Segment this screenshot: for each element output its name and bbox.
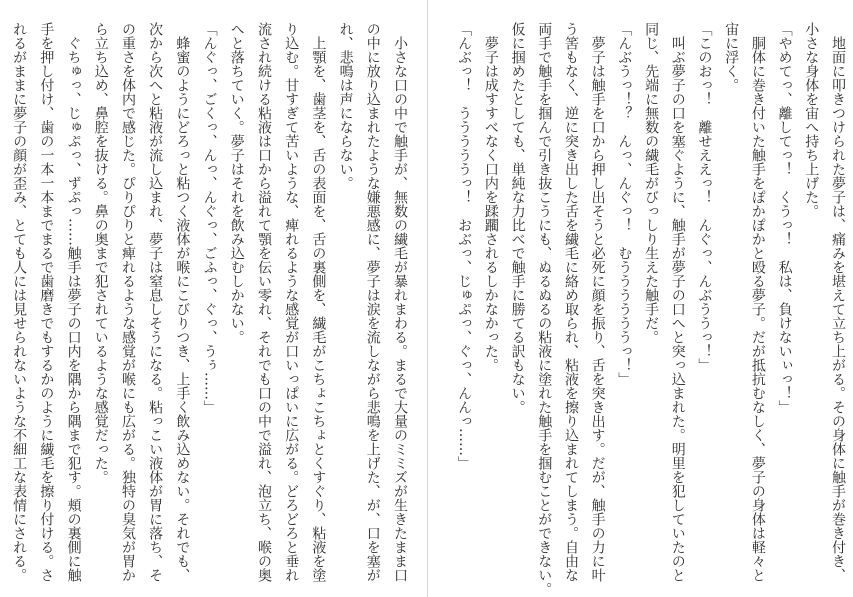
text-column: 胴体に巻き付いた触手をぽかぽかと殴る夢子。だが抵抗むなしく、夢子の身体は軽々と xyxy=(749,22,766,582)
text-column: 宙に浮く。 xyxy=(723,22,740,92)
text-column: う筈もなく、逆に突き出した舌を繊毛に絡め取られ、粘液を擦り込まれてしまう。自由な xyxy=(562,22,579,582)
text-column: ら立ち込め、鼻腔を抜ける。鼻の奥まで犯されているような感覚だった。 xyxy=(92,22,109,484)
right-page xyxy=(451,22,851,596)
text-column: の重さを体内で感じた。ぴりぴりと痺れるような感覚が喉にも広がる。独特の臭気が胃か xyxy=(119,22,136,582)
text-column: 夢子は触手を口から押し出そうと必死に顔を振り、舌を突き出す。だが、触手の力に叶 xyxy=(589,22,606,582)
text-column: の中に放り込まれたような嫌悪感に、夢子は涙を流しながら悲鳴を上げた、が、口を塞が xyxy=(364,22,381,582)
text-column: れるがままに夢子の顔が歪み、とても人には見せられないような不細工な表情にされる。 xyxy=(11,22,28,582)
text-column: 蜂蜜のようにどろっと粘つく液体が喉にこびりつき、上手く飲み込めない。それでも、 xyxy=(174,22,191,582)
text-column: 同じ、先端に無数の繊毛がびっしり生えた触手だ。 xyxy=(643,22,660,344)
text-column: へと落ちていく。夢子はそれを飲み込むしかない。 xyxy=(228,22,245,344)
text-column: 次から次へと粘液が流し込まれ、夢子は窒息しそうになる。粘っこい液体が胃に落ち、そ xyxy=(147,22,164,582)
text-column: 小さな口の中で触手が、無数の繊毛が暴れまわる。まるで大量のミミズが生きたまま口 xyxy=(392,22,408,582)
text-column: 夢子は成すすべなく口内を蹂躙されるしかなかった。 xyxy=(482,22,499,372)
text-column: ぐちゅっ、じゅぷっ、ずぷっ……触手は夢子の口内を隅から隅まで犯す。頬の裏側に触 xyxy=(65,22,82,582)
text-column: 仮に掴めたとしても、単純な力比べで触手に勝てる訳もない。 xyxy=(509,22,526,414)
text-column: 上顎を、歯茎を、舌の表面を、舌の裏側を、繊毛がこちょこちょとくすぐり、粘液を塗 xyxy=(310,22,327,582)
text-column: 手を押し付け、歯の一本一本までまるで歯磨きでもするかのように繊毛を擦り付ける。さ xyxy=(38,22,55,582)
text-column: 流され続ける粘液は口から溢れて顎を伝い零れ、それでも口の中で溢れ、泡立ち、喉の奥 xyxy=(255,22,272,582)
left-page xyxy=(13,22,413,587)
page-gutter xyxy=(427,0,428,597)
text-column: 「やめてっ、離してっ！ くうっ！ 私は、負けないぃっ！」 xyxy=(776,22,793,414)
text-column: り込む。甘すぎて苦いような、痺れるような感覚が口いっぱいに広がる。どろどろと垂れ xyxy=(283,22,300,582)
text-column: 両手で触手を掴んで引き抜こうにも、ぬるぬるの粘液に塗れた触手を掴むことができない。 xyxy=(536,22,553,596)
text-column: 「んぐっ、ごくっ、んっ、んぐっ、ごふっ、ぐっ、うぅ……」 xyxy=(201,22,218,414)
text-column: 叫ぶ夢子の口を塞ぐように、触手が夢子の口へと突っ込まれた。明里を犯していたのと xyxy=(669,22,686,582)
text-column: 「んぶうっ！？ んっ、んぐっ！ むううううううっ！」 xyxy=(616,22,633,386)
text-column: 「んぶっ！ うううううっ！ おぶっ、じゅぷっ、ぐっ、んんっ……」 xyxy=(456,22,473,470)
text-column: 小さな身体を宙へ持ち上げた。 xyxy=(803,22,820,218)
text-column: れ、悲鳴は声にならない。 xyxy=(337,22,354,190)
text-column: 地面に叩きつけられた夢子は、痛みを堪えて立ち上がる。その身体に触手が巻き付き、 xyxy=(830,22,846,582)
text-column: 「このおっ！ 離せええっ！ んぐっ、んぶううっ！」 xyxy=(696,22,713,372)
